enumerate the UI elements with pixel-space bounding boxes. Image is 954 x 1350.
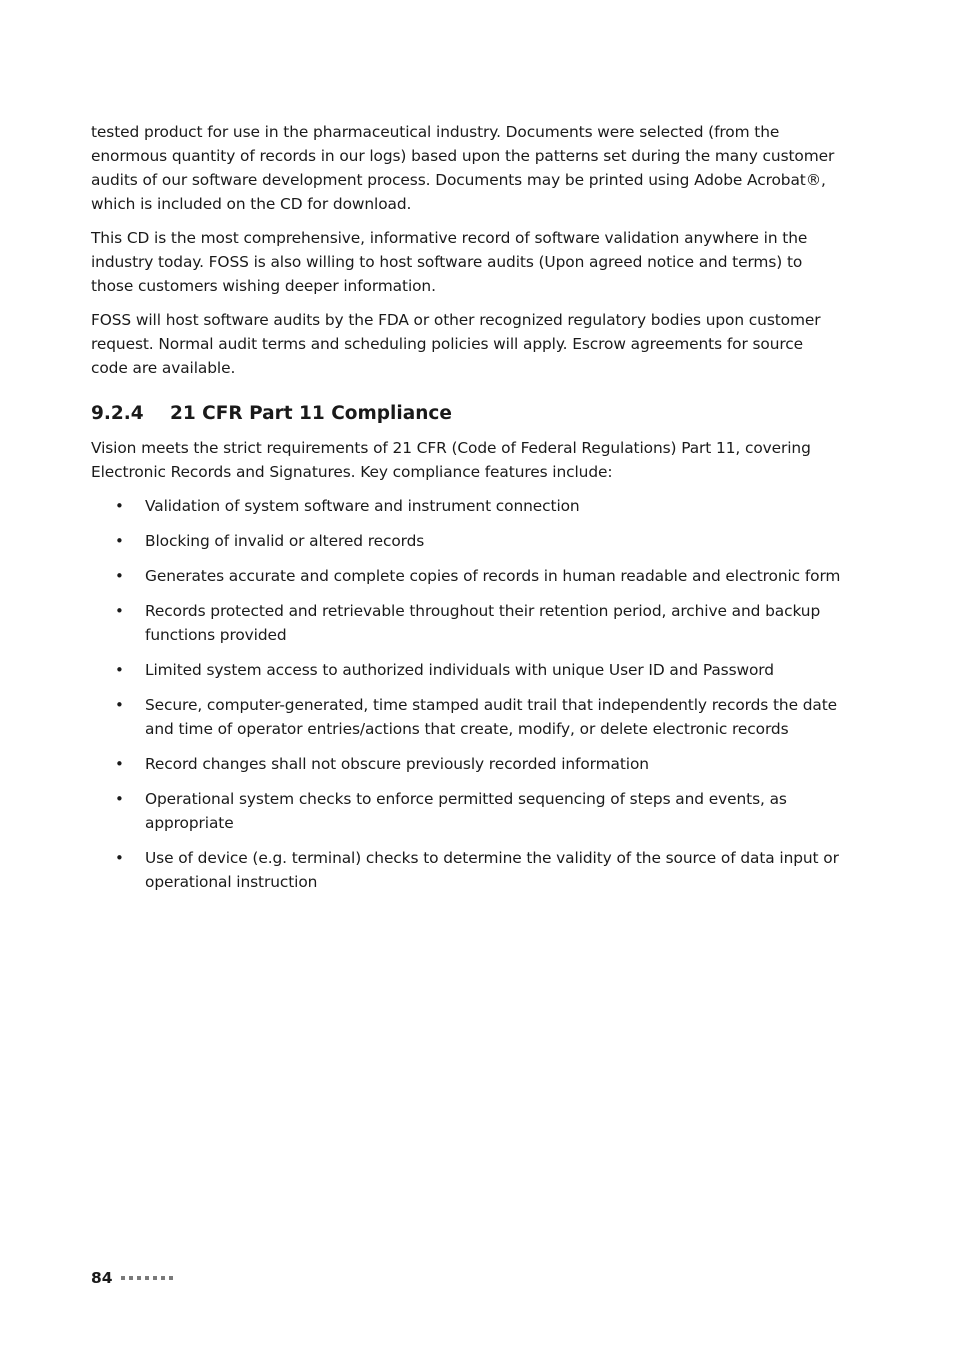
- bullet-icon: •: [115, 696, 124, 714]
- list-item-text: Use of device (e.g. terminal) checks to determine the validity of the source of data input or operational instruction: [145, 849, 839, 891]
- bullet-icon: •: [115, 532, 124, 550]
- list-item-text: Secure, computer-generated, time stamped audit trail that independently records the date and time of operator entries/actions that create, modify, or delete electronic records: [145, 696, 838, 738]
- bullet-icon: •: [115, 755, 124, 773]
- document-body: [91, 120, 843, 905]
- list-item: [91, 564, 843, 588]
- page-footer: [91, 1269, 173, 1287]
- list-item: [91, 752, 843, 776]
- list-item-text: Record changes shall not obscure previously recorded information: [145, 755, 649, 773]
- list-item: [91, 658, 843, 682]
- list-item: [91, 787, 843, 835]
- bullet-icon: •: [115, 567, 124, 585]
- section-heading: [91, 402, 843, 426]
- paragraph: FOSS will host software audits by the FDA or other recognized regulatory bodies upon customer request. Normal audit terms and scheduling policies will apply. Escrow agreements for source code are available.: [91, 311, 821, 377]
- page-number: 84: [91, 1269, 113, 1287]
- list-item-text: Limited system access to authorized individuals with unique User ID and Password: [145, 661, 774, 679]
- bullet-icon: •: [115, 790, 124, 808]
- page-dots-decoration: [121, 1276, 173, 1280]
- list-item: [91, 599, 843, 647]
- paragraph: tested product for use in the pharmaceutical industry. Documents were selected (from the enormous quantity of records in our logs) based upon the patterns set during the many customer audits of our software development process. Documents may be printed using Adobe Acrobat®, which is included on the CD for download.: [91, 123, 835, 213]
- section-intro: Vision meets the strict requirements of 21 CFR (Code of Federal Regulations) Part 11, covering Electronic Records and Signatures. Key compliance features include:: [91, 439, 811, 481]
- list-item-text: Blocking of invalid or altered records: [145, 532, 425, 550]
- list-item: [91, 846, 843, 894]
- list-item-text: Generates accurate and complete copies of records in human readable and electronic form: [145, 567, 841, 585]
- bullet-icon: •: [115, 602, 124, 620]
- bullet-icon: •: [115, 661, 124, 679]
- bullet-icon: •: [115, 849, 124, 867]
- list-item: [91, 494, 843, 518]
- section-number: 9.2.4: [91, 403, 144, 424]
- section-title: 21 CFR Part 11 Compliance: [170, 403, 452, 424]
- paragraph: This CD is the most comprehensive, informative record of software validation anywhere in the industry today. FOSS is also willing to host software audits (Upon agreed notice and terms) to those customers wishing deeper information.: [91, 229, 808, 295]
- bullet-icon: •: [115, 497, 124, 515]
- list-item-text: Operational system checks to enforce permitted sequencing of steps and events, as appropriate: [145, 790, 787, 832]
- list-item-text: Records protected and retrievable throughout their retention period, archive and backup functions provided: [145, 602, 821, 644]
- list-item-text: Validation of system software and instrument connection: [145, 497, 580, 515]
- list-item: [91, 529, 843, 553]
- list-item: [91, 693, 843, 741]
- compliance-feature-list: [91, 494, 843, 894]
